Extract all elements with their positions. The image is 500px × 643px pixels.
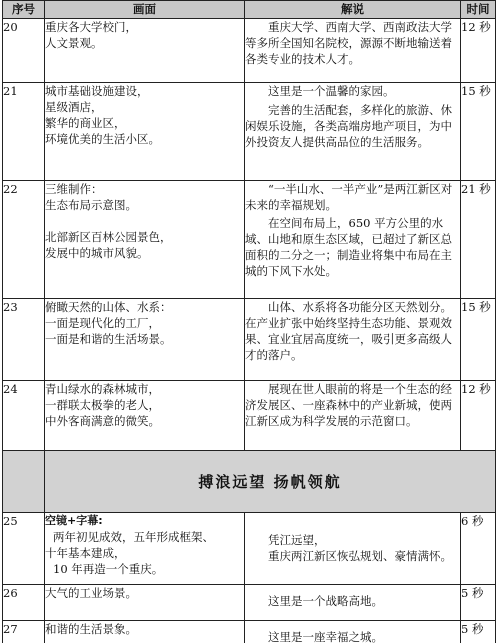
duration: 21 秒 [461,181,496,299]
table-row [3,513,496,585]
narration-paragraph: 完善的生活配套，多样化的旅游、休闲娱乐设施，各类高端房地产项目，为中外投资友人提供高品位的生活服务。 [245,103,452,149]
scene-line: 俯瞰天然的山体、水系： [45,300,172,314]
duration: 12 秒 [461,381,496,451]
narration-cell [245,585,461,621]
scene-line: 十年基本建成， [45,546,126,560]
narration-cell [245,181,461,299]
scene-cell [45,83,245,181]
narration-paragraph: 重庆两江新区恢弘规划、豪情满怀。 [268,549,452,563]
scene-line: 生态布局示意图。 [45,198,137,212]
row-number: 23 [3,299,45,381]
table-header [3,1,496,19]
narration-paragraph: 山体、水系将各功能分区天然划分。在产业扩张中始终坚持生态功能、景观效果、宜业宜居高度统一，吸引更多高级人才的落户。 [245,300,452,362]
narration-cell [245,513,461,585]
scene-line: 一群联太极拳的老人， [45,398,160,412]
narration-paragraph: 这里是一个温馨的家园。 [268,84,395,98]
duration: 6 秒 [461,513,496,585]
scene-line: 和谐的生活景象。 [45,622,137,636]
scene-cell [45,513,245,585]
header-narration: 解说 [245,1,461,19]
scene-line: 环境优美的生活小区。 [45,132,160,146]
narration-cell [245,381,461,451]
scene-cell [45,621,245,643]
scene-line: 城市基础设施建设， [45,84,149,98]
scene-line: 重庆各大学校门， [45,20,137,34]
table-row [3,621,496,643]
scene-line: 大气的工业场景。 [45,586,137,600]
section-number-cell [3,451,45,513]
scene-line: 两年初见成效，五年形成框架、 [53,530,214,544]
scene-spacer [45,213,244,229]
scene-cell [45,181,245,299]
narration-paragraph: 这里是一个战略高地。 [268,594,383,608]
scene-cell [45,585,245,621]
table-row [3,181,496,299]
table-row [3,299,496,381]
row-number: 22 [3,181,45,299]
scene-line: 10 年再造一个重庆。 [53,562,164,576]
scene-cell [45,381,245,451]
row-number: 24 [3,381,45,451]
narration-paragraph: 重庆大学、西南大学、西南政法大学等多所全国知名院校，源源不断地输送着各类专业的技术人才。 [245,20,452,66]
narration-paragraph: 展现在世人眼前的将是一个生态的经济发展区、一座森林中的产业新城，使两江新区成为科学发展的示范窗口。 [245,382,452,428]
table-row [3,381,496,451]
scene-line: 发展中的城市风貌。 [45,246,149,260]
row-number: 27 [3,621,45,643]
header-no: 序号 [3,1,45,19]
scene-cell [45,299,245,381]
scene-line: 一面是现代化的工厂， [45,316,160,330]
header-scene: 画面 [45,1,245,19]
row-number: 26 [3,585,45,621]
duration: 15 秒 [461,299,496,381]
narration-paragraph: 凭江远望， [268,533,326,547]
script-table [2,0,496,643]
section-title: 搏浪远望 扬帆领航 [45,451,496,513]
table-row [3,585,496,621]
scene-line: 繁华的商业区， [45,116,126,130]
scene-line: 北部新区百林公园景色， [45,230,172,244]
narration-cell [245,621,461,643]
row-number: 21 [3,83,45,181]
section-header-row [3,451,496,513]
scene-caption-label: 空镜+字幕: [45,514,103,527]
scene-line: 中外客商满意的微笑。 [45,414,160,428]
narration-paragraph: “一半山水、一半产业”是两江新区对未来的幸福规划。 [245,182,453,212]
duration: 5 秒 [461,585,496,621]
table-row [3,19,496,83]
row-number: 25 [3,513,45,585]
narration-cell [245,19,461,83]
scene-line: 星级酒店， [45,100,103,114]
narration-cell [245,83,461,181]
duration: 12 秒 [461,19,496,83]
narration-cell [245,299,461,381]
scene-line: 一面是和谐的生活场景。 [45,332,172,346]
narration-paragraph: 这里是一座幸福之城。 [268,630,383,643]
table-row [3,83,496,181]
scene-line: 青山绿水的森林城市， [45,382,160,396]
row-number: 20 [3,19,45,83]
scene-line: 人文景观。 [45,36,103,50]
duration: 15 秒 [461,83,496,181]
scene-line: 三维制作： [45,182,103,196]
narration-paragraph: 在空间布局上，650 平方公里的水域、山地和原生态区域，已超过了新区总面积的二分之一；制造业将集中布局在主城的下风下水处。 [245,216,452,278]
scene-cell [45,19,245,83]
header-time: 时间 [461,1,496,19]
duration: 5 秒 [461,621,496,643]
